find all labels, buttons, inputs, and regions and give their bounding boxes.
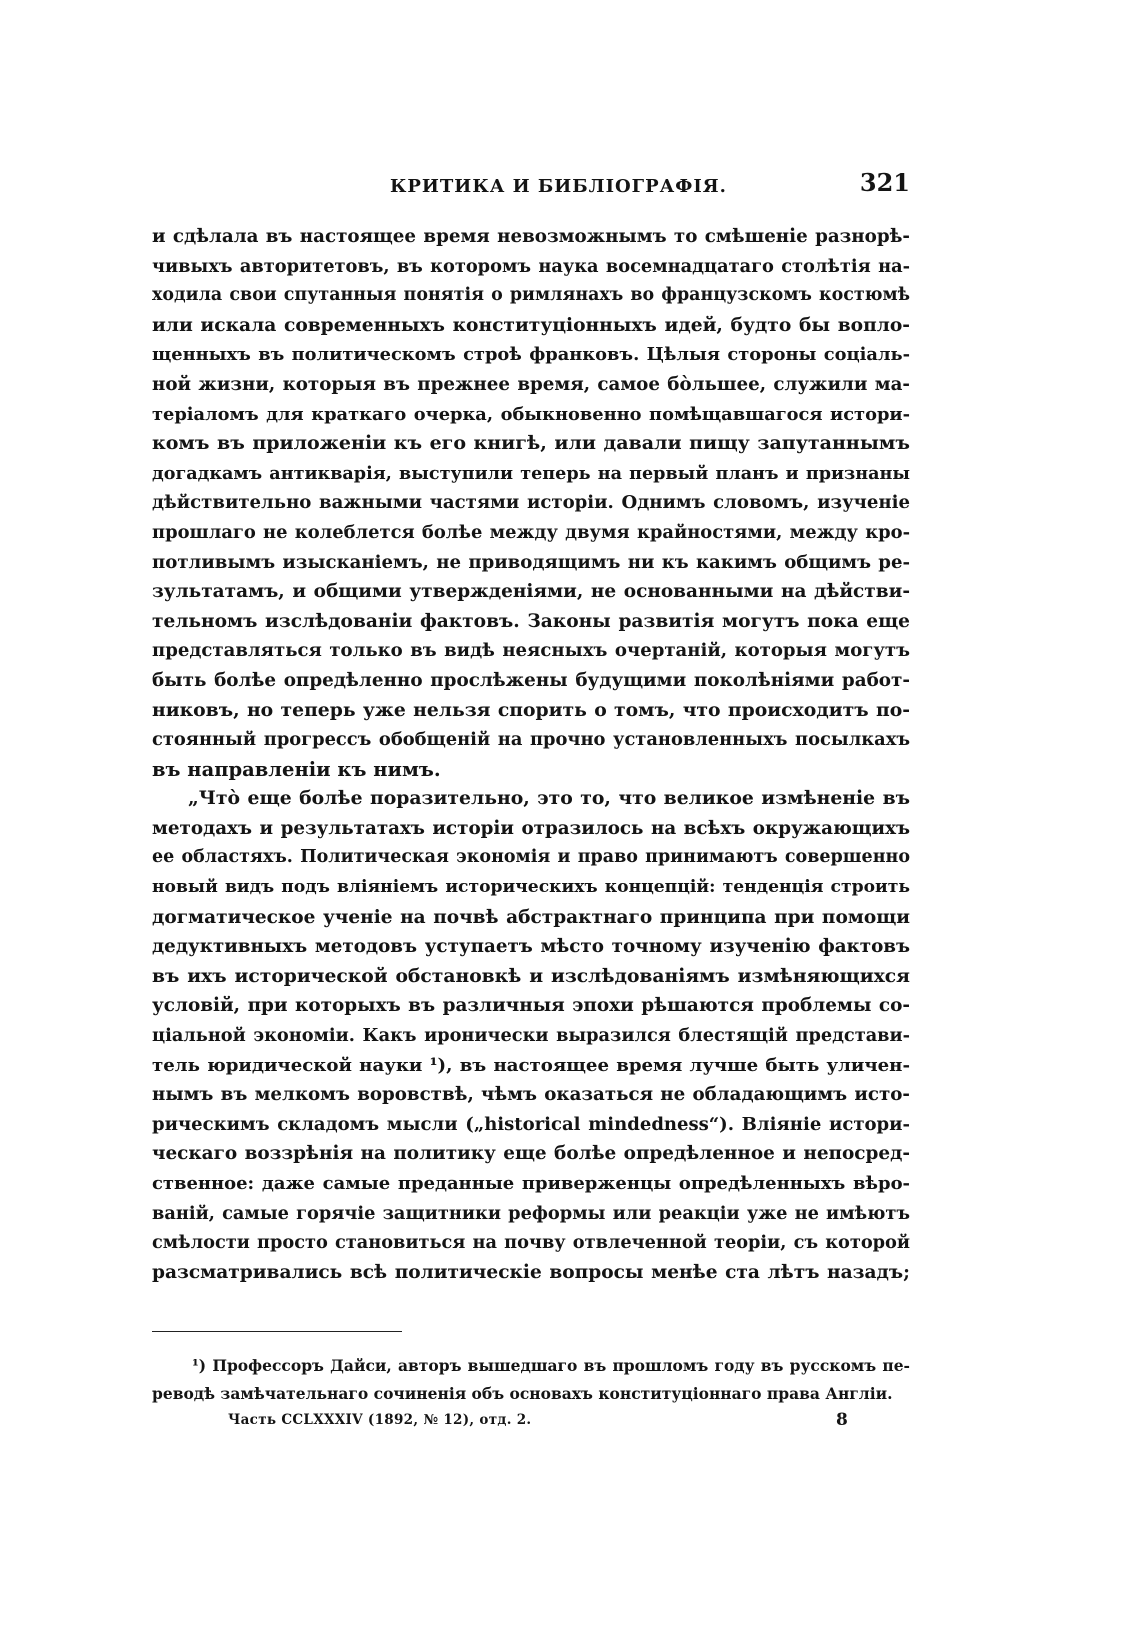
text-line: ее областяхъ. Политическая экономія и право принимаютъ совершенно bbox=[152, 847, 910, 868]
footnote-divider bbox=[152, 1331, 402, 1332]
text-line: новый видъ подъ вліяніемъ историческихъ концепцій: тенденція строить bbox=[152, 877, 910, 898]
text-line: прошлаго не колеблется болѣе между двумя крайностями, между кро- bbox=[152, 521, 910, 543]
text-line: догматическое ученіе на почвѣ абстрактнаго принципа при помощи bbox=[152, 906, 910, 928]
text-line: условій, при которыхъ въ различныя эпохи рѣшаются проблемы со- bbox=[152, 995, 910, 1017]
text-line: нымъ въ мелкомъ воровствѣ, чѣмъ оказаться не обладающимъ исто- bbox=[152, 1084, 910, 1106]
text-line: чивыхъ авторитетовъ, въ которомъ наука восемнадцатаго столѣтія на- bbox=[152, 255, 910, 277]
text-line: ной жизни, которыя въ прежнее время, самое бо̀льшее, служили ма- bbox=[152, 373, 910, 395]
body-text bbox=[152, 222, 910, 1287]
text-line: быть болѣе опредѣленно прослѣжены будущими поколѣніями работ- bbox=[152, 669, 910, 691]
running-title: КРИТИКА И БИБЛІОГРАФІЯ. bbox=[390, 176, 727, 197]
text-line: догадкамъ антикварія, выступили теперь на первый планъ и признаны bbox=[152, 462, 910, 484]
text-line: разсматривались всѣ политическіе вопросы менѣе ста лѣтъ назадъ; bbox=[152, 1261, 910, 1283]
text-line: или искала современныхъ конституціонныхъ идей, будто бы вопло- bbox=[152, 313, 910, 336]
text-line: представляться только въ видѣ неясныхъ очертаній, которыя могутъ bbox=[152, 640, 910, 662]
paragraph-1 bbox=[152, 222, 910, 784]
text-line: рическимъ складомъ мысли („historical mindedness“). Вліяніе истори- bbox=[152, 1113, 910, 1135]
text-line: дедуктивныхъ методовъ уступаетъ мѣсто точному изученію фактовъ bbox=[152, 936, 910, 958]
footnote-line: реводѣ замѣчательнаго сочиненія объ основахъ конституціоннаго права Англіи. bbox=[152, 1384, 893, 1403]
text-line: и сдѣлала въ настоящее время невозможнымъ то смѣшеніе разнорѣ- bbox=[152, 226, 910, 247]
text-line: никовъ, но теперь уже нельзя спорить о томъ, что происходитъ по- bbox=[152, 698, 910, 721]
text-line: теріаломъ для краткаго очерка, обыкновенно помѣщавшагося истори- bbox=[152, 403, 910, 425]
text-line: ходила свои спутанныя понятія о римлянахъ во французскомъ костюмѣ bbox=[152, 285, 910, 306]
text-line: комъ въ приложеніи къ его книгѣ, или давали пищу запутаннымъ bbox=[152, 432, 910, 455]
sheet-number: 8 bbox=[836, 1410, 848, 1430]
page-header bbox=[150, 168, 910, 208]
text-line: стоянный прогрессъ обобщеній на прочно установленныхъ посылкахъ bbox=[152, 729, 910, 751]
text-line: тель юридической науки ¹), въ настоящее время лучше быть уличен- bbox=[152, 1054, 910, 1076]
footnote-line: ¹) Профессоръ Дайси, авторъ вышедшаго въ прошломъ году въ русскомъ пе- bbox=[192, 1356, 910, 1375]
text-line: потливымъ изысканіемъ, не приводящимъ ни къ какимъ общимъ ре- bbox=[152, 551, 910, 573]
footnote bbox=[152, 1352, 910, 1408]
text-line: ственное: даже самые преданные приверженцы опредѣленныхъ вѣро- bbox=[152, 1173, 910, 1194]
text-line: дѣйствительно важными частями исторіи. Однимъ словомъ, изученіе bbox=[152, 492, 910, 514]
text-line: ціальной экономіи. Какъ иронически выразился блестящій представи- bbox=[152, 1025, 910, 1047]
paragraph-2 bbox=[152, 784, 910, 1287]
text-line: тельномъ изслѣдованіи фактовъ. Законы развитія могутъ пока еще bbox=[152, 610, 910, 632]
text-line: въ ихъ исторической обстановкѣ и изслѣдованіямъ измѣняющихся bbox=[152, 964, 910, 987]
text-line: ваній, самые горячіе защитники реформы или реакціи уже не имѣютъ bbox=[152, 1202, 910, 1224]
text-line: щенныхъ въ политическомъ строѣ франковъ. Цѣлыя стороны соціаль- bbox=[152, 344, 910, 366]
page-number: 321 bbox=[859, 168, 910, 197]
text-line: зультатамъ, и общими утвержденіями, не основанными на дѣйстви- bbox=[152, 581, 910, 603]
text-line: „Что̀ еще болѣе поразительно, это то, что великое измѣненіе въ bbox=[188, 787, 910, 810]
text-line: ческаго воззрѣнія на политику еще болѣе опредѣленное и непосред- bbox=[152, 1143, 910, 1165]
printer-signature: Часть CCLXXXIV (1892, № 12), отд. 2. bbox=[228, 1412, 532, 1428]
text-line: въ направленіи къ нимъ. bbox=[152, 757, 441, 781]
text-line: методахъ и результатахъ исторіи отразилось на всѣхъ окружающихъ bbox=[152, 817, 910, 839]
text-line: смѣлости просто становиться на почву отвлеченной теоріи, съ которой bbox=[152, 1232, 910, 1254]
